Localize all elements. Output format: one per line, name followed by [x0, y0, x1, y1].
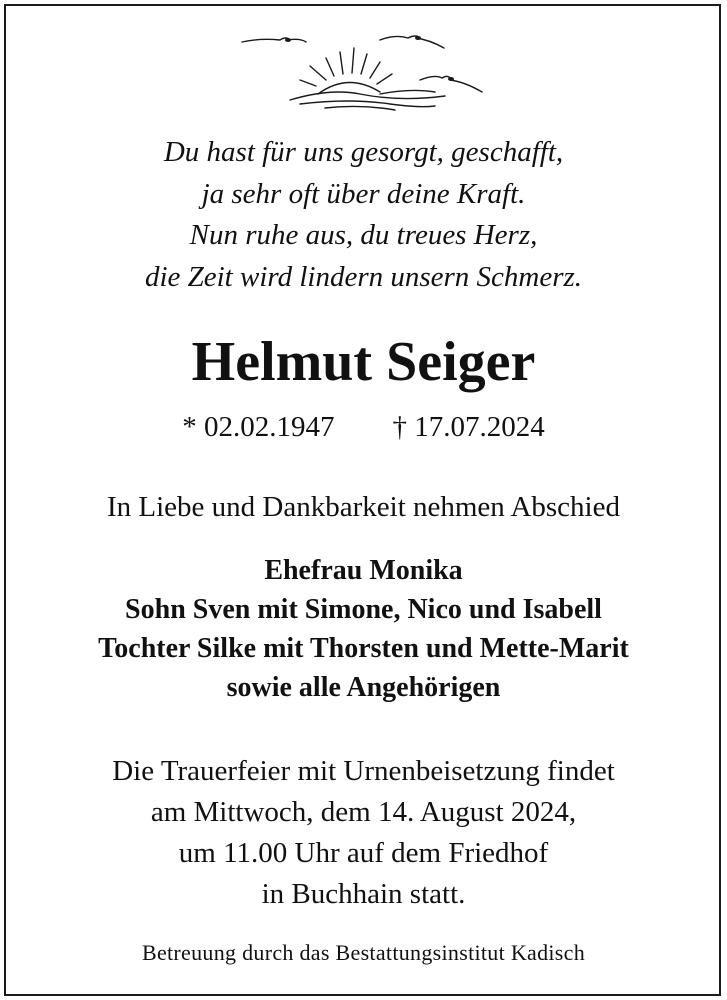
- service-line: Die Trauerfeier mit Urnenbeisetzung findet: [112, 755, 615, 787]
- mourner-line: sowie alle Angehörigen: [226, 672, 501, 703]
- funeral-service-info: [0, 751, 727, 915]
- memorial-poem: [0, 132, 727, 298]
- life-dates: [0, 408, 727, 446]
- service-line: in Buchhain statt.: [261, 878, 466, 910]
- mourner-line: Ehefrau Monika: [264, 555, 463, 586]
- service-line: am Mittwoch, dem 14. August 2024,: [150, 796, 577, 828]
- poem-line: ja sehr oft über deine Kraft.: [201, 177, 526, 210]
- death-date: † 17.07.2024: [392, 411, 545, 443]
- mourner-line: Sohn Sven mit Simone, Nico und Isabell: [125, 594, 602, 625]
- farewell-intro: In Liebe und Dankbarkeit nehmen Abschied: [107, 491, 620, 523]
- poem-line: Du hast für uns gesorgt, geschafft,: [163, 136, 564, 168]
- sunset-with-birds-icon: [230, 22, 490, 114]
- funeral-home-credit: Betreuung durch das Bestattungsinstitut Kadisch: [141, 940, 586, 965]
- mourner-line: Tochter Silke mit Thorsten und Mette-Marit: [98, 633, 629, 664]
- mourners-list: [0, 551, 727, 707]
- birth-date: * 02.02.1947: [182, 411, 335, 443]
- deceased-name: Helmut Seiger: [191, 331, 536, 393]
- poem-line: die Zeit wird lindern unsern Schmerz.: [144, 260, 583, 293]
- poem-line: Nun ruhe aus, du treues Herz,: [189, 219, 538, 251]
- service-line: um 11.00 Uhr auf dem Friedhof: [178, 837, 549, 869]
